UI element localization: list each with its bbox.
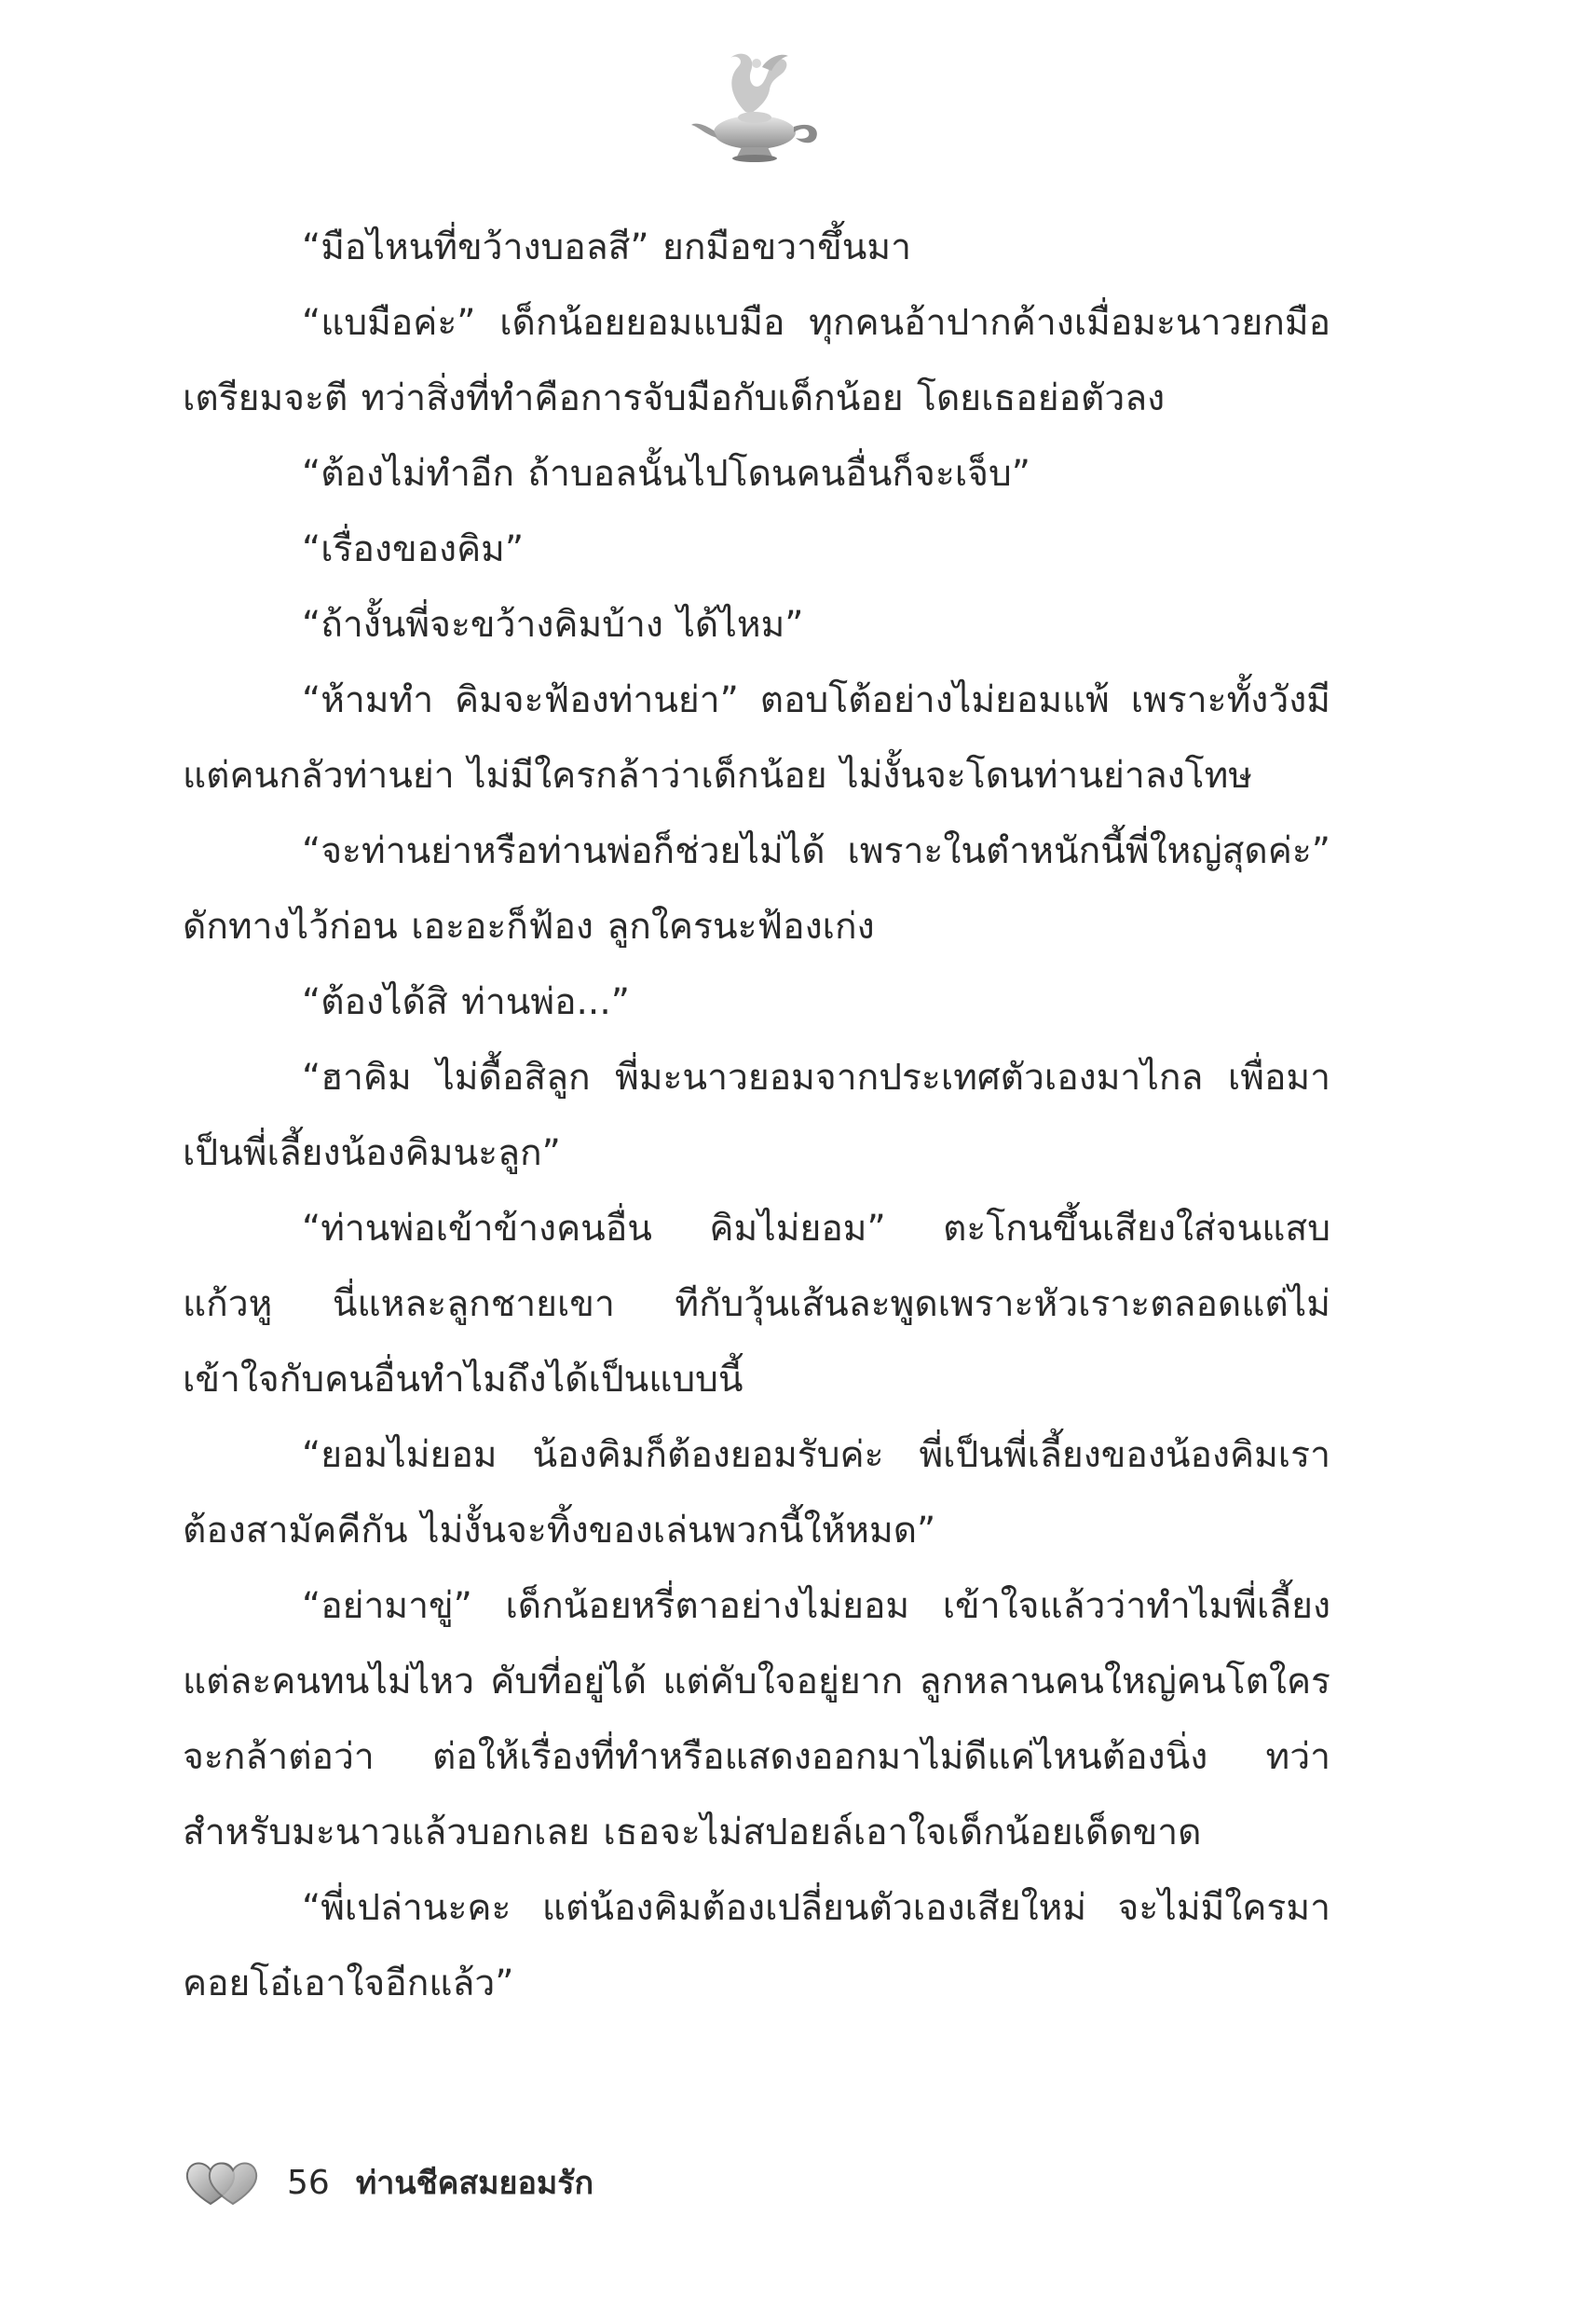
page-footer — [183, 2154, 593, 2210]
page-number: 56 — [287, 2163, 330, 2202]
paragraph: “ท่านพ่อเข้าข้างคนอื่น คิมไม่ยอม” ตะโกนขึ้นเสียงใส่จนแสบแก้วหู นี่แหละลูกชายเขา ทีกับวุ้นเส้นละพูดเพราะหัวเราะตลอดแต่ไม่เข้าใจกับคนอื่นทำไมถึงได้เป็นแบบนี้ — [183, 1208, 1330, 1401]
paragraph: “ห้ามทำ คิมจะฟ้องท่านย่า” ตอบโต้อย่างไม่ยอมแพ้ เพราะทั้งวังมีแต่คนกลัวท่านย่า ไม่มีใครกล้าว่าเด็กน้อย ไม่งั้นจะโดนท่านย่าลงโทษ — [183, 679, 1330, 797]
paragraph: “ต้องไม่ทำอีก ถ้าบอลนั้นไปโดนคนอื่นก็จะเจ็บ” — [302, 453, 1030, 495]
paragraph: “มือไหนที่ขว้างบอลสี” ยกมือขวาขึ้นมา — [302, 226, 911, 268]
book-title: ท่านชีคสมยอมรัก — [355, 2165, 594, 2202]
genie-lamp-icon — [680, 47, 829, 168]
paragraph: “เรื่องของคิม” — [302, 528, 525, 570]
paragraph: “ฮาคิม ไม่ดื้อสิลูก พี่มะนาวยอมจากประเทศตัวเองมาไกล เพื่อมาเป็นพี่เลี้ยงน้องคิมนะลูก” — [183, 1057, 1330, 1174]
paragraph: “อย่ามาขู่” เด็กน้อยหรี่ตาอย่างไม่ยอม เข้าใจแล้วว่าทำไมพี่เลี้ยงแต่ละคนทนไม่ไหว คับที่อยู่ได้ แต่คับใจอยู่ยาก ลูกหลานคนใหญ่คนโตใครจะกล้าต่อว่า ต่อให้เรื่องที่ทำหรือแสดงออกมาไม่ดีแค่ไหนต้องนิ่ง ทว่าสำหรับมะนาวแล้วบอกเลย เธอจะไม่สปอยล์เอาใจเด็กน้อยเด็ดขาด — [183, 1585, 1330, 1853]
paragraph: “แบมือค่ะ” เด็กน้อยยอมแบมือ ทุกคนอ้าปากค้างเมื่อมะนาวยกมือเตรียมจะตี ทว่าสิ่งที่ทำคือการจับมือกับเด็กน้อย โดยเธอย่อตัวลง — [183, 302, 1330, 419]
paragraph: “พี่เปล่านะคะ แต่น้องคิมต้องเปลี่ยนตัวเองเสียใหม่ จะไม่มีใครมาคอยโอ๋เอาใจอีกแล้ว” — [183, 1887, 1330, 2004]
story-text — [183, 210, 1330, 2021]
paragraph: “ยอมไม่ยอม น้องคิมก็ต้องยอมรับค่ะ พี่เป็นพี่เลี้ยงของน้องคิมเราต้องสามัคคีกัน ไม่งั้นจะทิ้งของเล่นพวกนี้ให้หมด” — [183, 1434, 1330, 1552]
double-heart-icon — [183, 2157, 261, 2208]
paragraph: “ถ้างั้นพี่จะขว้างคิมบ้าง ได้ไหม” — [302, 604, 804, 646]
paragraph: “ต้องได้สิ ท่านพ่อ...” — [302, 981, 630, 1023]
paragraph: “จะท่านย่าหรือท่านพ่อก็ช่วยไม่ได้ เพราะในตำหนักนี้พี่ใหญ่สุดค่ะ” ดักทางไว้ก่อน เอะอะก็ฟ้อง ลูกใครนะฟ้องเก่ง — [183, 830, 1330, 948]
